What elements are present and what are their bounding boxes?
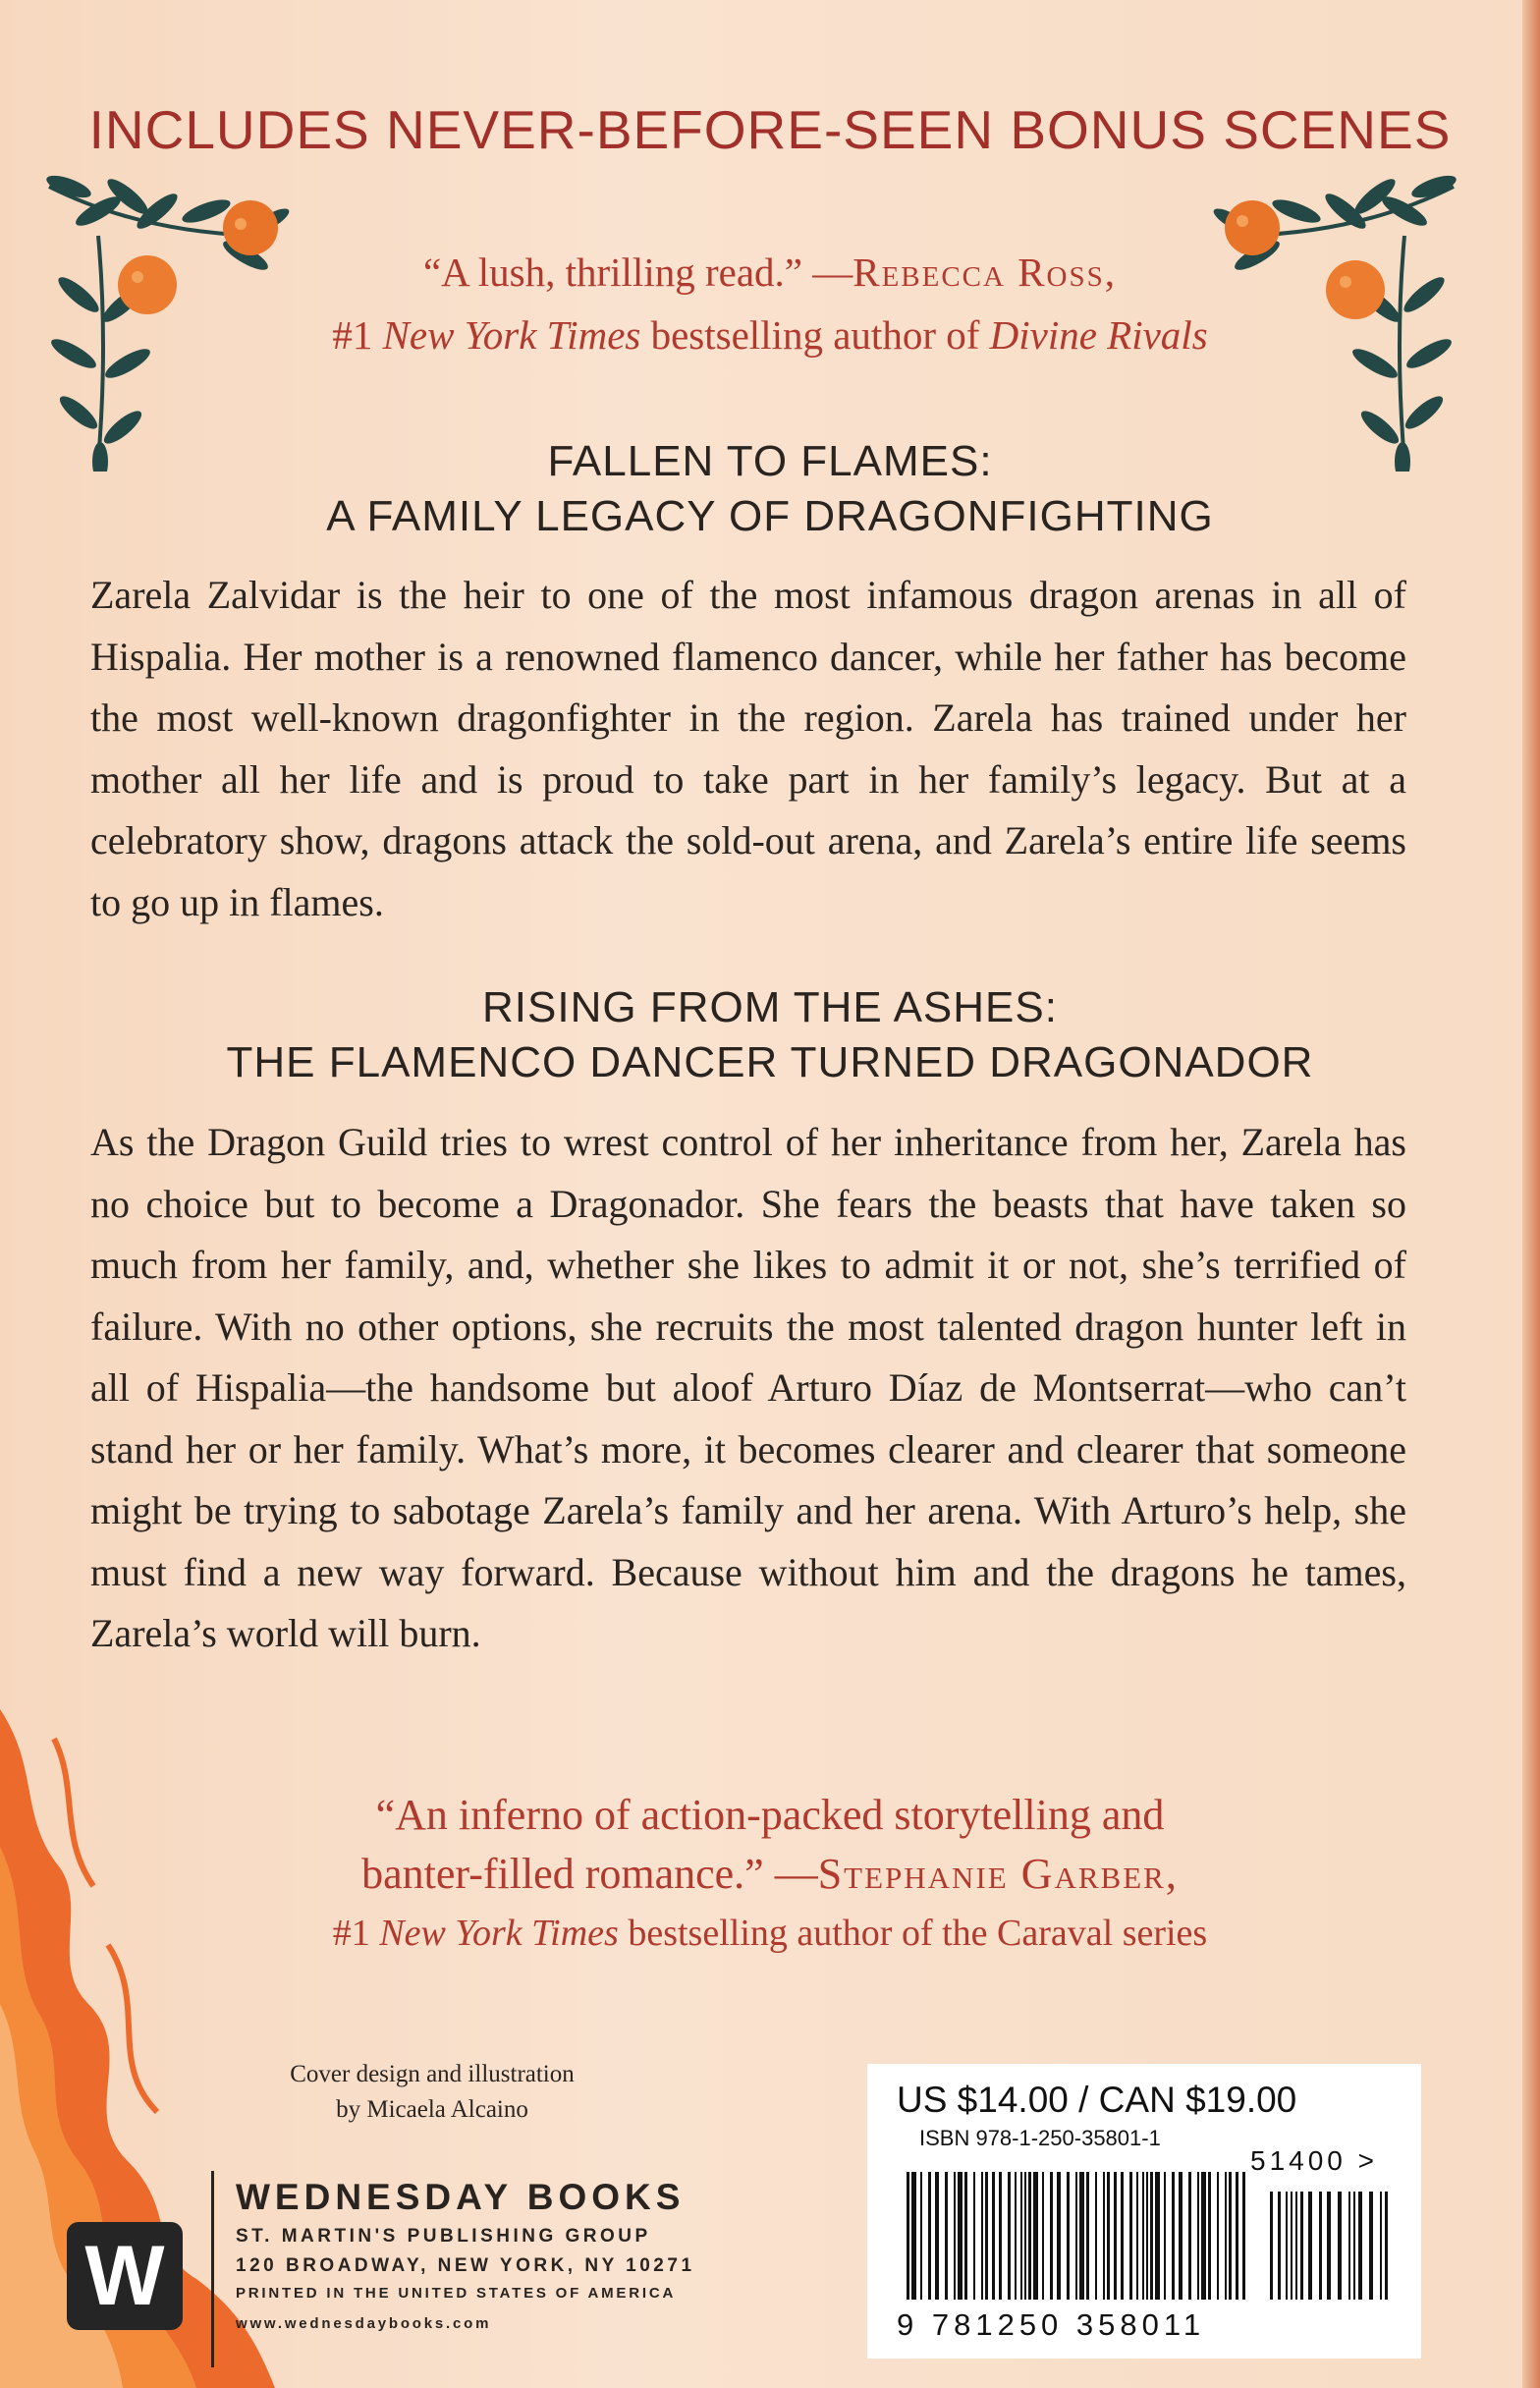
barcode-bar [999,2172,1002,2300]
barcode-addon-bar [1348,2192,1350,2300]
endorsement-quote-rebecca-ross [0,241,1540,366]
barcode-bar [1086,2172,1089,2300]
barcode-bar [1015,2172,1017,2300]
barcode-bar [945,2172,948,2300]
quote2-author: Stephanie Garber, [817,1850,1179,1898]
quote2-line3 [0,1904,1540,1963]
section1-body: Zarela Zalvidar is the heir to one of the most infamous dragon arenas in all of Hispalia. Her mother is a renowned flamenco dancer, while her father has become the most well-known dragonfighter in the region. Zarela has trained under her mother all her life and is proud to take part in her family’s legacy. But at a celebratory show, dragons attack the sold-out arena, and Zarela’s entire life seems to go up in flames. [90,573,1406,924]
ean-digits: 9 781250 358011 [897,2307,1206,2342]
barcode-bar [958,2172,962,2300]
barcode-addon-bar [1291,2192,1292,2300]
section1-heading [0,434,1540,544]
barcode-bar [1033,2172,1038,2300]
barcode-bar [1067,2172,1070,2300]
barcode-bar [1188,2172,1191,2300]
cover-credit-line2: by Micaela Alcaino [336,2096,528,2123]
barcode-addon-bar [1308,2192,1312,2300]
barcode-bar [1150,2172,1153,2300]
publisher-group: ST. MARTIN'S PUBLISHING GROUP [236,2226,651,2247]
barcode-bar [1172,2172,1175,2300]
section1-heading-line1: FALLEN TO FLAMES: [547,437,993,485]
barcode-bar [973,2172,975,2300]
barcode-bar [1057,2172,1061,2300]
section2-heading [0,980,1540,1090]
barcode-addon-bar [1338,2192,1342,2300]
barcode-bar [1217,2172,1219,2300]
barcode-bar [1136,2172,1138,2300]
quote1-author: Rebecca Ross, [852,250,1118,295]
barcode-addon-bar [1369,2192,1373,2300]
barcode-bar [1242,2172,1245,2300]
barcode-bar [1020,2172,1022,2300]
quote1-credit-middle: bestselling author of [640,312,990,358]
quote2-credit-prefix: #1 [332,1913,380,1954]
barcode-bar [1142,2172,1144,2300]
wednesday-books-logo: W [67,2222,183,2330]
quote1-line1 [0,241,1540,304]
bonus-scenes-banner: INCLUDES NEVER-BEFORE-SEEN BONUS SCENES [88,99,1452,160]
barcode-bar [1225,2172,1227,2300]
barcode-bar [985,2172,988,2300]
barcode-bar [1155,2172,1160,2300]
barcode-bar [1107,2172,1110,2300]
barcode-bar [1008,2172,1011,2300]
price-label: US $14.00 / CAN $19.00 [897,2080,1297,2120]
barcode-bar [1236,2172,1238,2300]
quote1-line2 [0,304,1540,366]
publisher-divider [211,2171,214,2367]
barcode-addon-digits: 51400 > [1250,2145,1378,2176]
barcode-bar [935,2172,939,2300]
barcode-bar [920,2172,922,2300]
barcode-bar [1050,2172,1053,2300]
barcode-bar [1024,2172,1026,2300]
publisher-block [236,2177,695,2332]
cover-credit-line1: Cover design and illustration [290,2061,575,2087]
quote2-line1: “An inferno of action-packed storytelling and [375,1791,1165,1839]
quote2-credit-italic: New York Times [379,1913,619,1954]
isbn-label: ISBN 978-1-250-35801-1 [919,2126,1161,2150]
barcode-bar [1114,2172,1117,2300]
barcode-bar [1079,2172,1084,2300]
barcode-addon-bar [1353,2192,1355,2300]
section2-heading-line1: RISING FROM THE ASHES: [482,983,1058,1031]
publisher-name: WEDNESDAY BOOKS [236,2177,686,2217]
barcode-bar [1229,2172,1232,2300]
barcode-bar [907,2172,909,2300]
barcode-bar [1121,2172,1124,2300]
barcode-bar [954,2172,956,2300]
barcode-bar [1164,2172,1166,2300]
barcode-bar [1028,2172,1031,2300]
barcode-addon-bar [1295,2192,1297,2300]
barcode-bar [992,2172,995,2300]
isbn-barcode [907,2172,1398,2309]
barcode-bar [981,2172,983,2300]
quote1-credit-title: Divine Rivals [989,312,1208,358]
publisher-printed: PRINTED IN THE UNITED STATES OF AMERICA [236,2285,677,2302]
barcode-bar [1201,2172,1206,2300]
barcode-bar [928,2172,931,2300]
endorsement-quote-stephanie-garber [0,1786,1540,1963]
barcode-bar [911,2172,916,2300]
barcode-addon-bar [1319,2192,1322,2300]
quote2-text: banter-filled romance.” — [361,1850,818,1898]
publisher-website: www.wednesdaybooks.com [236,2315,492,2332]
barcode-addon-bar [1380,2192,1382,2300]
cover-design-credit [285,2057,579,2128]
barcode-addon-bar [1270,2192,1273,2300]
barcode-bar [1075,2172,1077,2300]
quote1-text: “A lush, thrilling read.” — [422,250,853,295]
barcode-addon-bar [1286,2192,1288,2300]
barcode-bar [1179,2172,1182,2300]
publisher-address: 120 BROADWAY, NEW YORK, NY 10271 [236,2255,695,2276]
barcode-addon-bar [1327,2192,1331,2300]
barcode-addon-bar [1385,2192,1388,2300]
barcode-bar [1208,2172,1211,2300]
barcode-panel [867,2064,1421,2359]
barcode-addon-bar [1278,2192,1281,2300]
section1-heading-line2: A FAMILY LEGACY OF DRAGONFIGHTING [326,492,1214,540]
barcode-bar [964,2172,967,2300]
barcode-bar [1103,2172,1105,2300]
barcode-bar [1042,2172,1044,2300]
quote1-credit-prefix: #1 [332,312,383,358]
section2-heading-line2: THE FLAMENCO DANCER TURNED DRAGONADOR [226,1038,1314,1086]
barcode-bar [1129,2172,1132,2300]
quote1-credit-italic: New York Times [382,312,641,358]
barcode-addon-bar [1300,2192,1303,2300]
barcode-bar [1197,2172,1199,2300]
barcode-bar [1146,2172,1148,2300]
quote2-credit-rest: bestselling author of the Caraval series [618,1913,1208,1954]
quote2-line2 [0,1845,1540,1904]
section2-body: As the Dragon Guild tries to wrest control of her inheritance from her, Zarela has no choice but to become a Dragonador. She fears the beasts that have taken so much from her family, and, whether she likes to admit it or not, she’s terrified of failure. With no other options, she recruits the most talented dragon hunter left in all of Hispalia—the handsome but aloof Arturo Díaz de Montserrat—who can’t stand her or her family. What’s more, it becomes clearer and clearer that someone might be trying to sabotage Zarela’s family and her arena. With Arturo’s help, she must find a new way forward. Because without him and the dragons he tames, Zarela’s world will burn. [90,1120,1406,1655]
barcode-bar [1095,2172,1097,2300]
barcode-addon-bar [1358,2192,1362,2300]
